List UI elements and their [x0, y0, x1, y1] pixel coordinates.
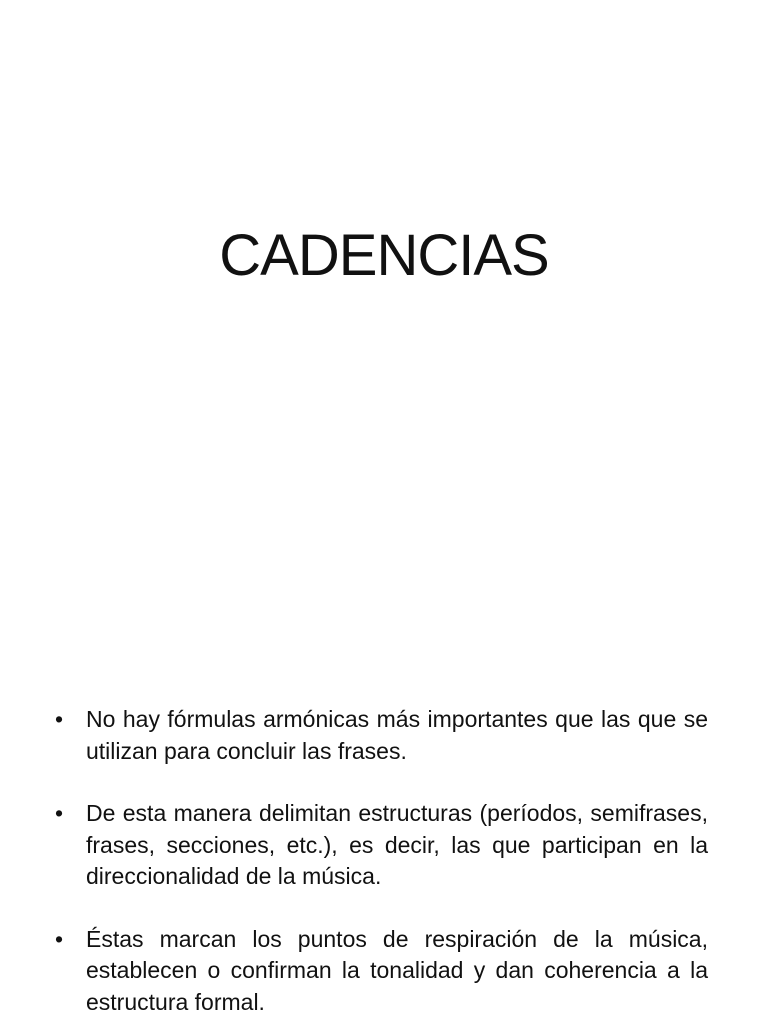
bullet-text: No hay fórmulas armónicas más importantes que las que se utilizan para concluir las frases. [86, 706, 708, 764]
bullet-dot-icon: • [55, 925, 64, 952]
bullet-item [55, 924, 708, 1019]
slide-title: CADENCIAS [219, 223, 549, 288]
bullet-text: De esta manera delimitan estructuras (períodos, semifrases, frases, secciones, etc.), es decir, las que participan en la direccionalidad de la música. [86, 800, 708, 889]
bullet-item [55, 704, 708, 767]
bullet-dot-icon: • [55, 800, 64, 826]
bullet-item [55, 798, 708, 893]
bullet-dot-icon: • [55, 706, 64, 732]
bullet-list [55, 704, 708, 1018]
bullet-text: Éstas marcan los puntos de respiración de la música, establecen o confirman la tonalidad y dan coherencia a la estructura formal. [86, 925, 708, 1015]
